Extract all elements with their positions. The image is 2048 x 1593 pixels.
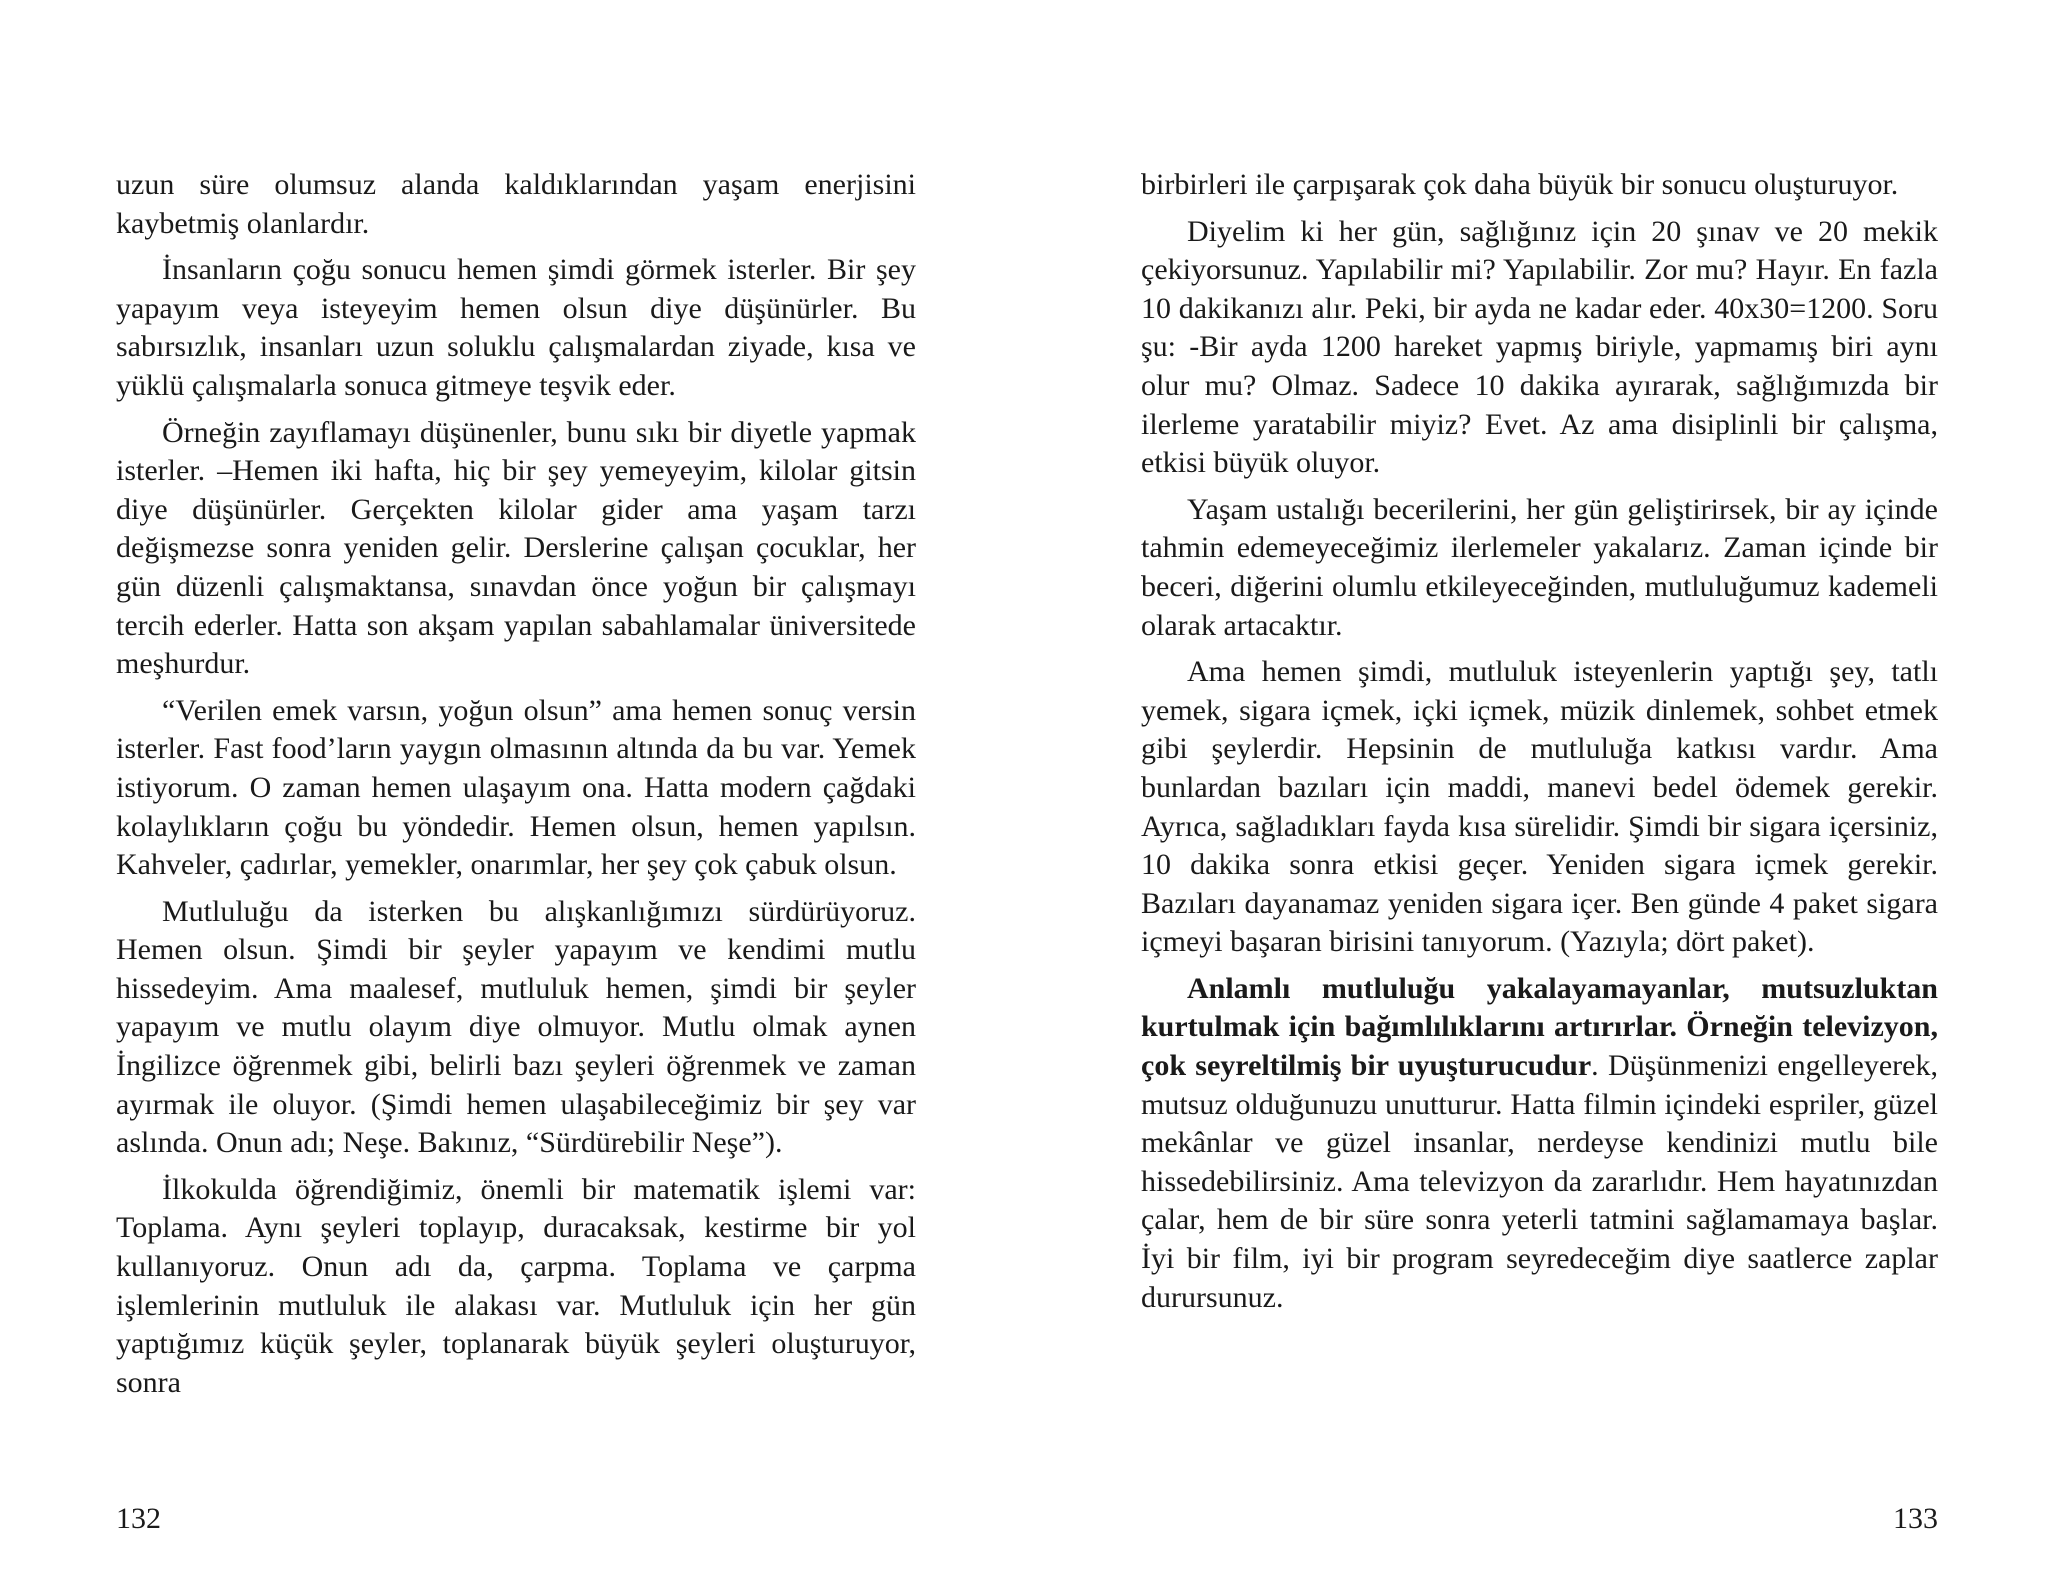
paragraph: Mutluluğu da isterken bu alışkanlığımızı sürdürüyoruz. Hemen olsun. Şimdi bir şeyler yapayım ve kendimi mutlu hissedeyim. Ama maalesef, mutluluk hemen, şimdi bir şeyler yapayım ve mutlu olayım diye olmuyor. Mutlu olmak aynen İngilizce öğrenmek gibi, belirli bazı şeyleri öğrenmek ve zaman ayırmak ile oluyor. (Şimdi hemen ulaşabileceğimiz bir şey var aslında. Onun adı; Neşe. Bakınız, “Sürdürebilir Neşe”).	[116, 894, 916, 1160]
paragraph: İnsanların çoğu sonucu hemen şimdi görmek isterler. Bir şey yapayım veya isteyeyim hemen olsun diye düşünürler. Bu sabırsızlık, insanları uzun soluklu çalışmalardan ziyade, kısa ve yüklü çalışmalarla sonuca gitmeye teşvik eder.	[116, 253, 916, 402]
page-number-left: 132	[116, 1502, 161, 1535]
paragraph-with-bold-lead	[1141, 970, 1938, 1317]
paragraph: “Verilen emek varsın, yoğun olsun” ama hemen sonuç versin isterler. Fast food’ların yaygın olmasının altında da bu var. Yemek istiyorum. O zaman hemen ulaşayım ona. Hatta modern çağdaki kolaylıkların çoğu bu yöndedir. Hemen olsun, hemen yapılsın. Kahveler, çadırlar, yemekler, onarımlar, her şey çok çabuk olsun.	[116, 693, 916, 882]
paragraph: Ama hemen şimdi, mutluluk isteyenlerin yaptığı şey, tatlı yemek, sigara içmek, içki içmek, müzik dinlemek, sohbet etmek gibi şeylerdir. Hepsinin de mutluluğa katkısı vardır. Ama bunlardan bazıları için maddi, manevi bedel ödemek gerekir. Ayrıca, sağladıkları fayda kısa sürelidir. Şimdi bir sigara içersiniz, 10 dakika sonra etkisi geçer. Yeniden sigara içmek gerekir. Bazıları dayanamaz yeniden sigara içer. Ben günde 4 paket sigara içmeyi başaran birisini tanıyorum. (Yazıyla; dört paket).	[1141, 655, 1938, 959]
paragraph: birbirleri ile çarpışarak çok daha büyük bir sonucu oluşturuyor.	[1141, 168, 1899, 201]
paragraph: Yaşam ustalığı becerilerini, her gün geliştirirsek, bir ay içinde tahmin edemeyeceğimiz ilerlemeler yakalarız. Zaman içinde bir beceri, diğerini olumlu etkileyeceğinden, mutluluğumuz kademeli olarak artacaktır.	[1141, 492, 1938, 642]
paragraph: Diyelim ki her gün, sağlığınız için 20 şınav ve 20 mekik çekiyorsunuz. Yapılabilir mi? Yapılabilir. Zor mu? Hayır. En fazla 10 dakikanızı alır. Peki, bir ayda ne kadar eder. 40x30=1200. Soru şu: -Bir ayda 1200 hareket yapmış biriyle, yapmamış biri aynı olur mu? Olmaz. Sadece 10 dakika ayırarak, sağlığımızda bir ilerleme yaratabilir miyiz? Evet. Az ama disiplinli bir çalışma, etkisi büyük oluyor.	[1141, 214, 1938, 480]
page-number-right: 133	[1893, 1502, 1938, 1535]
bold-lead-text: Anlamlı mutluluğu yakalayamayanlar, mutsuzluktan kurtulmak için bağımlılıklarını artırırlar. Örneğin televizyon, çok seyreltilmiş bir uyuşturucudur	[1141, 971, 1938, 1083]
paragraph: Örneğin zayıflamayı düşünenler, bunu sıkı bir diyetle yapmak isterler. –Hemen iki hafta, hiç bir şey yemeyeyim, kilolar gitsin diye düşünürler. Gerçekten kilolar gider ama yaşam tarzı değişmezse sonra yeniden gelir. Derslerine çalışan çocuklar, her gün düzenli çalışmaktansa, sınavdan önce yoğun bir çalışmayı tercih ederler. Hatta son akşam yapılan sabahlamalar üniversitede meşhurdur.	[116, 415, 916, 681]
right-page	[1141, 166, 1938, 1325]
paragraph: İlkokulda öğrendiğimiz, önemli bir matematik işlemi var: Toplama. Aynı şeyleri toplayıp, duracaksak, kestirme bir yol kullanıyoruz. Onun adı da, çarpma. Toplama ve çarpma işlemlerinin mutluluk ile alakası var. Mutluluk için her gün yaptığımız küçük şeyler, toplanarak büyük şeyleri oluşturuyor, sonra	[116, 1172, 916, 1399]
left-page	[116, 166, 916, 1410]
paragraph-rest-text: . Düşünmenizi engelleyerek, mutsuz olduğunuzu unutturur. Hatta filmin içindeki espriler, güzel mekânlar ve güzel insanlar, nerdeyse kendinizi mutlu bile hissedebilirsiniz. Ama televizyon da zararlıdır. Hem hayatınızdan çalar, hem de bir süre sonra yeterli tatmini sağlamamaya başlar. İyi bir film, iyi bir program seyredeceğim diye saatlerce zaplar durursunuz.	[1141, 1049, 1938, 1314]
paragraph: uzun süre olumsuz alanda kaldıklarından yaşam enerjisini kaybetmiş olanlardır.	[116, 168, 916, 240]
